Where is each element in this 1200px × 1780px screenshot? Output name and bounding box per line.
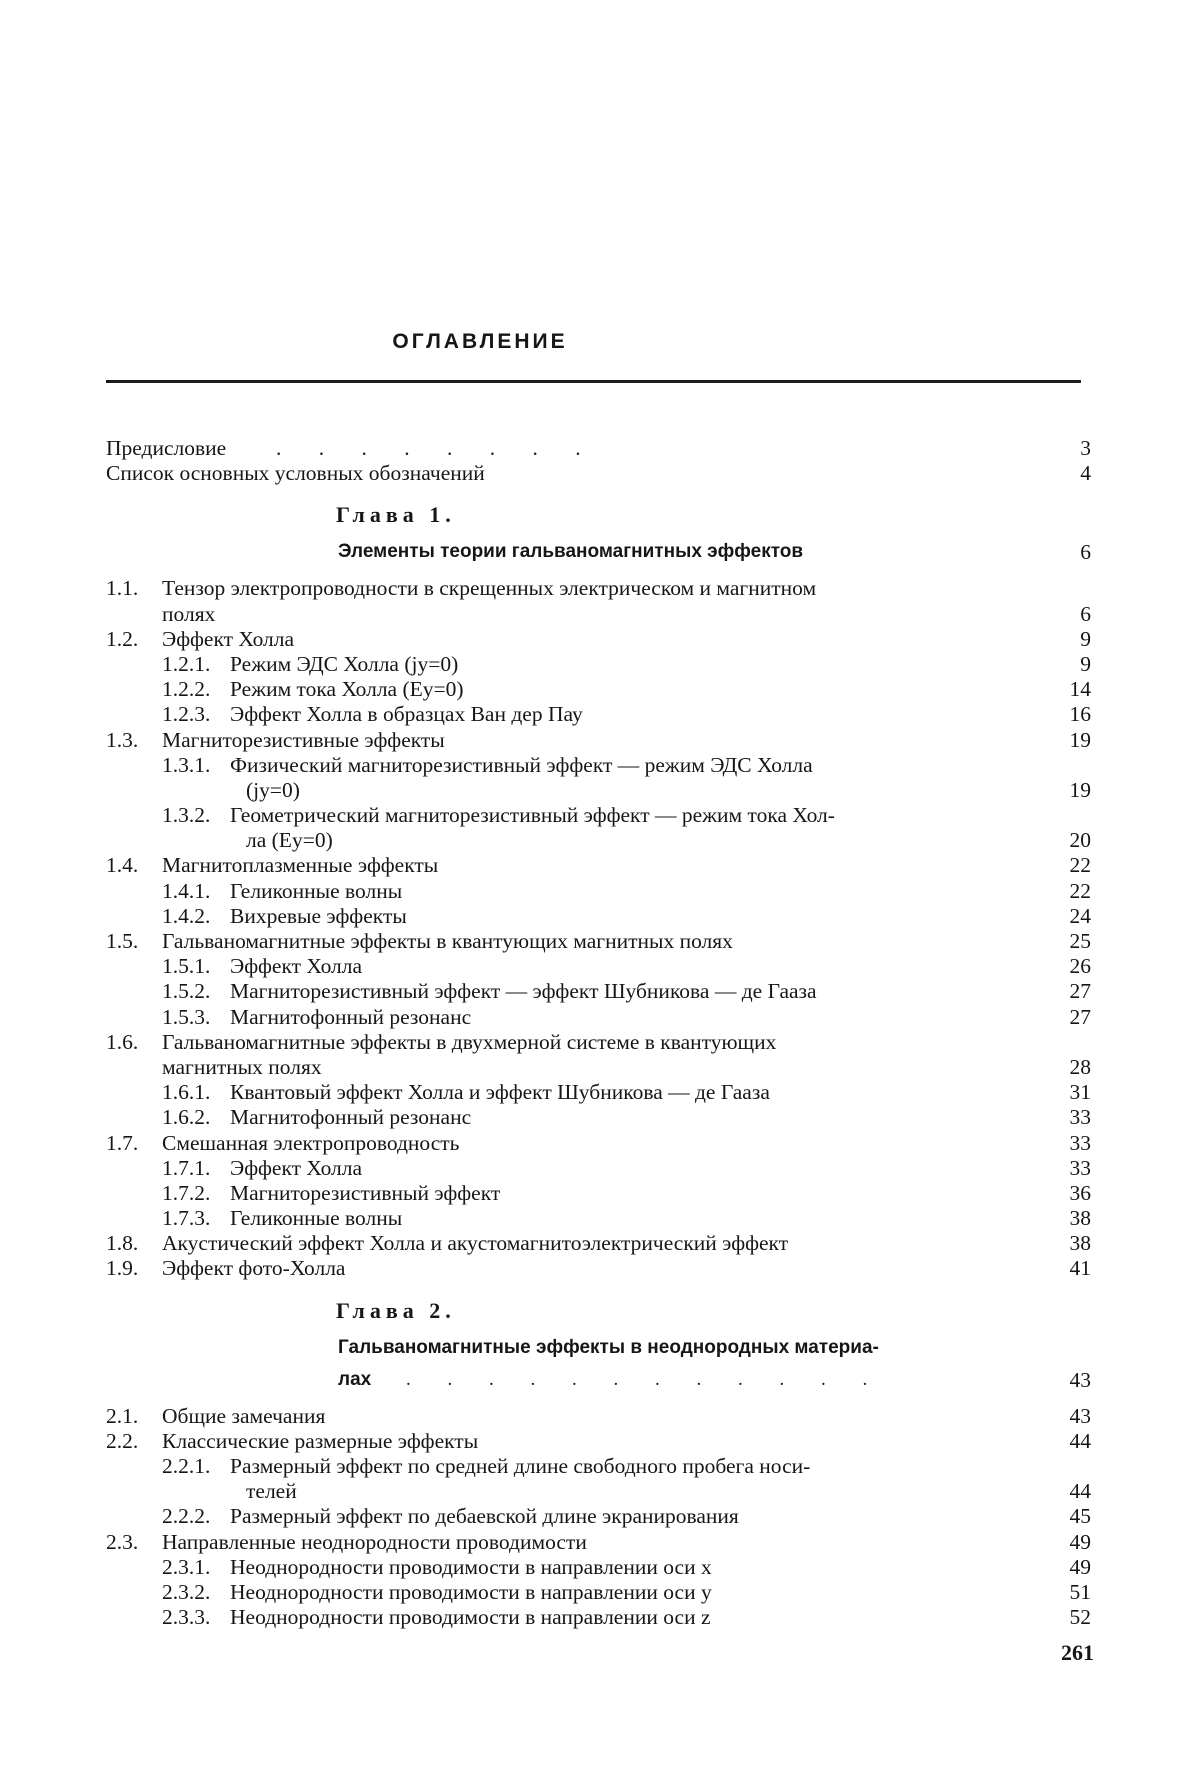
leader-dots: . . . . . . . . — [276, 436, 597, 460]
chapter-page: 43 — [1069, 1367, 1091, 1392]
chapter-2-title-line1[interactable] — [106, 1332, 1091, 1364]
toc-entry-title: ла (Ey=0) — [246, 828, 333, 853]
toc-entry[interactable] — [106, 1206, 1091, 1231]
toc-entry-page: 36 — [1069, 1180, 1091, 1205]
toc-entry[interactable] — [106, 1181, 1091, 1206]
toc-entry-title: Магнитоплазменные эффекты — [162, 853, 439, 878]
toc-entry-number: 1.1. — [106, 576, 139, 601]
toc-entry-number: 1.4.1. — [162, 878, 211, 903]
toc-entry-title: Физический магниторезистивный эффект — режим ЭДС Холла — [230, 752, 813, 777]
toc-entry-page: 9 — [1080, 651, 1091, 676]
toc-entry[interactable] — [106, 576, 1091, 601]
toc-entry-number: 1.5. — [106, 929, 139, 953]
toc-entry-title: Акустический эффект Холла и акустомагнитоэлектрический эффект — [162, 1231, 789, 1256]
chapter-title-text: Гальваномагнитные эффекты в неоднородных материа- — [338, 1336, 879, 1358]
toc-entry-number: 2.2. — [106, 1428, 139, 1453]
toc-entry-number: 1.2. — [106, 626, 139, 651]
toc-entry-number: 2.2.2. — [162, 1504, 211, 1529]
toc-entry-title: Эффект Холла — [230, 1155, 363, 1180]
toc-entry-number: 2.3.1. — [162, 1554, 211, 1579]
chapter-1-title[interactable] — [106, 536, 1091, 568]
toc-entry-page: 49 — [1069, 1554, 1091, 1579]
toc-entry[interactable] — [106, 1479, 1091, 1504]
toc-entry[interactable] — [106, 1131, 1091, 1156]
toc-entry-title: Размерный эффект по дебаевской длине экранирования — [230, 1504, 739, 1529]
toc-entry-page: 9 — [1080, 626, 1091, 651]
toc-entry-title: Магнитофонный резонанс — [230, 1105, 472, 1130]
toc-entry-title: Режим тока Холла (Ey=0) — [230, 677, 464, 702]
toc-entry-title: Смешанная электропроводность — [162, 1130, 460, 1155]
toc-entry-number: 1.3.1. — [162, 752, 211, 777]
toc-entry-number: 1.6.2. — [162, 1105, 211, 1130]
toc-entry[interactable] — [106, 1156, 1091, 1181]
chapter-2-label: Глава 2. — [336, 1297, 456, 1323]
toc-entry[interactable] — [106, 1404, 1091, 1429]
toc-entry-page: 19 — [1069, 777, 1091, 802]
toc-entry[interactable] — [106, 1580, 1091, 1605]
page-number: 261 — [1061, 1640, 1094, 1665]
chapter-1-label: Глава 1. — [336, 502, 456, 528]
toc-entry[interactable] — [106, 602, 1091, 627]
toc-entry-page: 19 — [1069, 727, 1091, 752]
toc-entry[interactable] — [106, 652, 1091, 677]
toc-entry-title: (jy=0) — [246, 777, 300, 802]
toc-entry-number: 1.7.1. — [162, 1155, 211, 1180]
toc-entry-number: 2.1. — [106, 1403, 139, 1428]
toc-entry-title: Геликонные волны — [230, 1206, 403, 1231]
toc-entry-number: 1.3.2. — [162, 803, 211, 828]
toc-entry-title: Режим ЭДС Холла (jy=0) — [230, 651, 459, 676]
toc-entry-page: 51 — [1069, 1579, 1091, 1604]
toc-entry-page: 27 — [1069, 979, 1091, 1004]
toc-entry-number: 1.5.1. — [162, 954, 211, 979]
toc-entry-page: 38 — [1069, 1206, 1091, 1231]
toc-entry-title: Магнитофонный резонанс — [230, 1004, 472, 1029]
toc-entry-title: телей — [246, 1479, 297, 1504]
toc-entry-number: 1.2.3. — [162, 702, 211, 727]
toc-entry-title: Геликонные волны — [230, 878, 403, 903]
toc-entry-title: Тензор электропроводности в скрещенных электрическом и магнитном — [162, 576, 817, 601]
toc-entry-number: 1.9. — [106, 1256, 139, 1281]
toc-entry-title: Предисловие — [106, 436, 227, 460]
toc-entry-number: 2.2.1. — [162, 1454, 211, 1478]
toc-entry-title: Гальваномагнитные эффекты в двухмерной системе в квантующих — [162, 1029, 777, 1054]
toc-entry-page: 22 — [1069, 853, 1091, 878]
toc-entry-title: Неоднородности проводимости в направлении оси y — [230, 1579, 712, 1604]
toc-entry-page: 26 — [1069, 954, 1091, 979]
toc-entry-number: 2.3.2. — [162, 1579, 211, 1604]
toc-entry-title: Геометрический магниторезистивный эффект — режим тока Хол- — [230, 803, 835, 828]
chapter-title-text: лах — [338, 1368, 372, 1390]
toc-entry[interactable] — [106, 904, 1091, 929]
toc-entry-title: Общие замечания — [162, 1403, 326, 1428]
title-rule — [106, 380, 1081, 383]
toc-entry-number: 1.7.2. — [162, 1180, 211, 1205]
toc-entry[interactable] — [106, 1530, 1091, 1555]
table-of-contents — [106, 436, 1091, 1630]
toc-entry-page: 45 — [1069, 1504, 1091, 1529]
toc-entry-page: 52 — [1069, 1605, 1091, 1630]
toc-entry-preface[interactable] — [106, 436, 1091, 461]
toc-entry[interactable] — [106, 1605, 1091, 1630]
toc-entry-title: Вихревые эффекты — [230, 903, 407, 928]
toc-entry-page: 22 — [1069, 878, 1091, 903]
toc-entry[interactable] — [106, 677, 1091, 702]
toc-entry-page: 44 — [1069, 1479, 1091, 1504]
toc-entry[interactable] — [106, 1454, 1091, 1479]
toc-entry-page: 28 — [1069, 1054, 1091, 1079]
toc-entry-page: 33 — [1069, 1105, 1091, 1130]
toc-entry[interactable] — [106, 778, 1091, 803]
toc-entry-title: Эффект Холла в образцах Ван дер Пау — [230, 702, 583, 727]
toc-entry-page: 24 — [1069, 903, 1091, 928]
toc-entry-page: 33 — [1069, 1130, 1091, 1155]
toc-entry-number: 1.4. — [106, 853, 139, 878]
toc-entry-title: Эффект фото-Холла — [162, 1256, 346, 1281]
toc-entry-page: 16 — [1069, 702, 1091, 727]
toc-entry[interactable] — [106, 1256, 1091, 1281]
toc-entry[interactable] — [106, 1231, 1091, 1256]
toc-entry-title: Направленные неоднородности проводимости — [162, 1529, 587, 1554]
toc-entry-page: 31 — [1069, 1080, 1091, 1105]
toc-entry-number: 1.8. — [106, 1231, 139, 1256]
toc-entry-page: 44 — [1069, 1428, 1091, 1453]
toc-entry-number: 1.5.3. — [162, 1004, 211, 1029]
chapter-2-entries — [106, 1404, 1091, 1631]
toc-entry-page: 41 — [1069, 1256, 1091, 1281]
toc-entry-page: 6 — [1080, 601, 1091, 626]
toc-entry[interactable] — [106, 1105, 1091, 1130]
toc-entry-title: Неоднородности проводимости в направлении оси z — [230, 1605, 711, 1630]
toc-entry-page: 27 — [1069, 1004, 1091, 1029]
toc-entry-notation[interactable] — [106, 461, 1091, 486]
toc-entry-page: 38 — [1069, 1231, 1091, 1256]
toc-entry-page: 3 — [1080, 436, 1091, 460]
toc-entry-page: 25 — [1069, 929, 1091, 953]
toc-entry[interactable] — [106, 1005, 1091, 1030]
toc-entry[interactable] — [106, 879, 1091, 904]
toc-entry[interactable] — [106, 979, 1091, 1004]
toc-entry-number: 1.6.1. — [162, 1080, 211, 1105]
toc-entry-number: 1.7.3. — [162, 1206, 211, 1231]
toc-entry-number: 2.3.3. — [162, 1605, 211, 1630]
toc-entry-title: Магниторезистивный эффект — [230, 1180, 501, 1205]
toc-entry[interactable] — [106, 853, 1091, 878]
page-title: ОГЛАВЛЕНИЕ — [392, 330, 568, 353]
toc-entry-title: Квантовый эффект Холла и эффект Шубникова — де Гааза — [230, 1080, 770, 1105]
toc-entry-page: 4 — [1080, 461, 1091, 486]
toc-entry-page: 33 — [1069, 1155, 1091, 1180]
toc-entry-title: Гальваномагнитные эффекты в квантующих магнитных полях — [162, 929, 733, 953]
toc-entry-title: полях — [162, 601, 216, 626]
toc-entry[interactable] — [106, 1055, 1091, 1080]
toc-entry-page: 43 — [1069, 1403, 1091, 1428]
toc-entry-page: 14 — [1069, 677, 1091, 702]
chapter-1-entries — [106, 576, 1091, 1281]
toc-entry-page: 20 — [1069, 828, 1091, 853]
toc-entry[interactable] — [106, 929, 1091, 954]
toc-entry-title: Список основных условных обозначений — [106, 461, 485, 486]
toc-entry-number: 1.5.2. — [162, 979, 211, 1004]
toc-entry-page: 49 — [1069, 1529, 1091, 1554]
toc-entry-title: Классические размерные эффекты — [162, 1428, 479, 1453]
toc-entry-title: Неоднородности проводимости в направлении оси x — [230, 1554, 712, 1579]
toc-entry-number: 1.7. — [106, 1130, 139, 1155]
toc-entry-number: 1.6. — [106, 1029, 139, 1054]
toc-entry[interactable] — [106, 1504, 1091, 1529]
toc-entry[interactable] — [106, 1555, 1091, 1580]
toc-entry-number: 1.3. — [106, 727, 139, 752]
toc-entry-number: 1.4.2. — [162, 903, 211, 928]
toc-entry-number: 1.2.1. — [162, 651, 211, 676]
chapter-title-text: Элементы теории гальваномагнитных эффектов — [338, 541, 804, 563]
toc-entry[interactable] — [106, 1429, 1091, 1454]
toc-entry[interactable] — [106, 803, 1091, 828]
toc-entry[interactable] — [106, 728, 1091, 753]
leader-dots: . . . . . . . . . . . . — [406, 1368, 884, 1390]
toc-entry-title: Магниторезистивный эффект — эффект Шубникова — де Гааза — [230, 979, 817, 1004]
toc-entry-number: 1.2.2. — [162, 677, 211, 702]
toc-entry[interactable] — [106, 1030, 1091, 1055]
chapter-2-title-line2[interactable] — [106, 1364, 1091, 1396]
chapter-page: 6 — [1080, 540, 1091, 565]
toc-entry[interactable] — [106, 702, 1091, 727]
toc-entry-title: магнитных полях — [162, 1054, 322, 1079]
toc-entry[interactable] — [106, 828, 1091, 853]
toc-entry[interactable] — [106, 753, 1091, 778]
toc-entry-title: Размерный эффект по средней длине свободного пробега носи- — [230, 1454, 811, 1478]
toc-entry-number: 2.3. — [106, 1529, 139, 1554]
toc-entry[interactable] — [106, 627, 1091, 652]
toc-entry-title: Магниторезистивные эффекты — [162, 727, 445, 752]
toc-entry[interactable] — [106, 1080, 1091, 1105]
toc-entry-title: Эффект Холла — [162, 626, 295, 651]
toc-entry[interactable] — [106, 954, 1091, 979]
toc-entry-title: Эффект Холла — [230, 954, 363, 979]
